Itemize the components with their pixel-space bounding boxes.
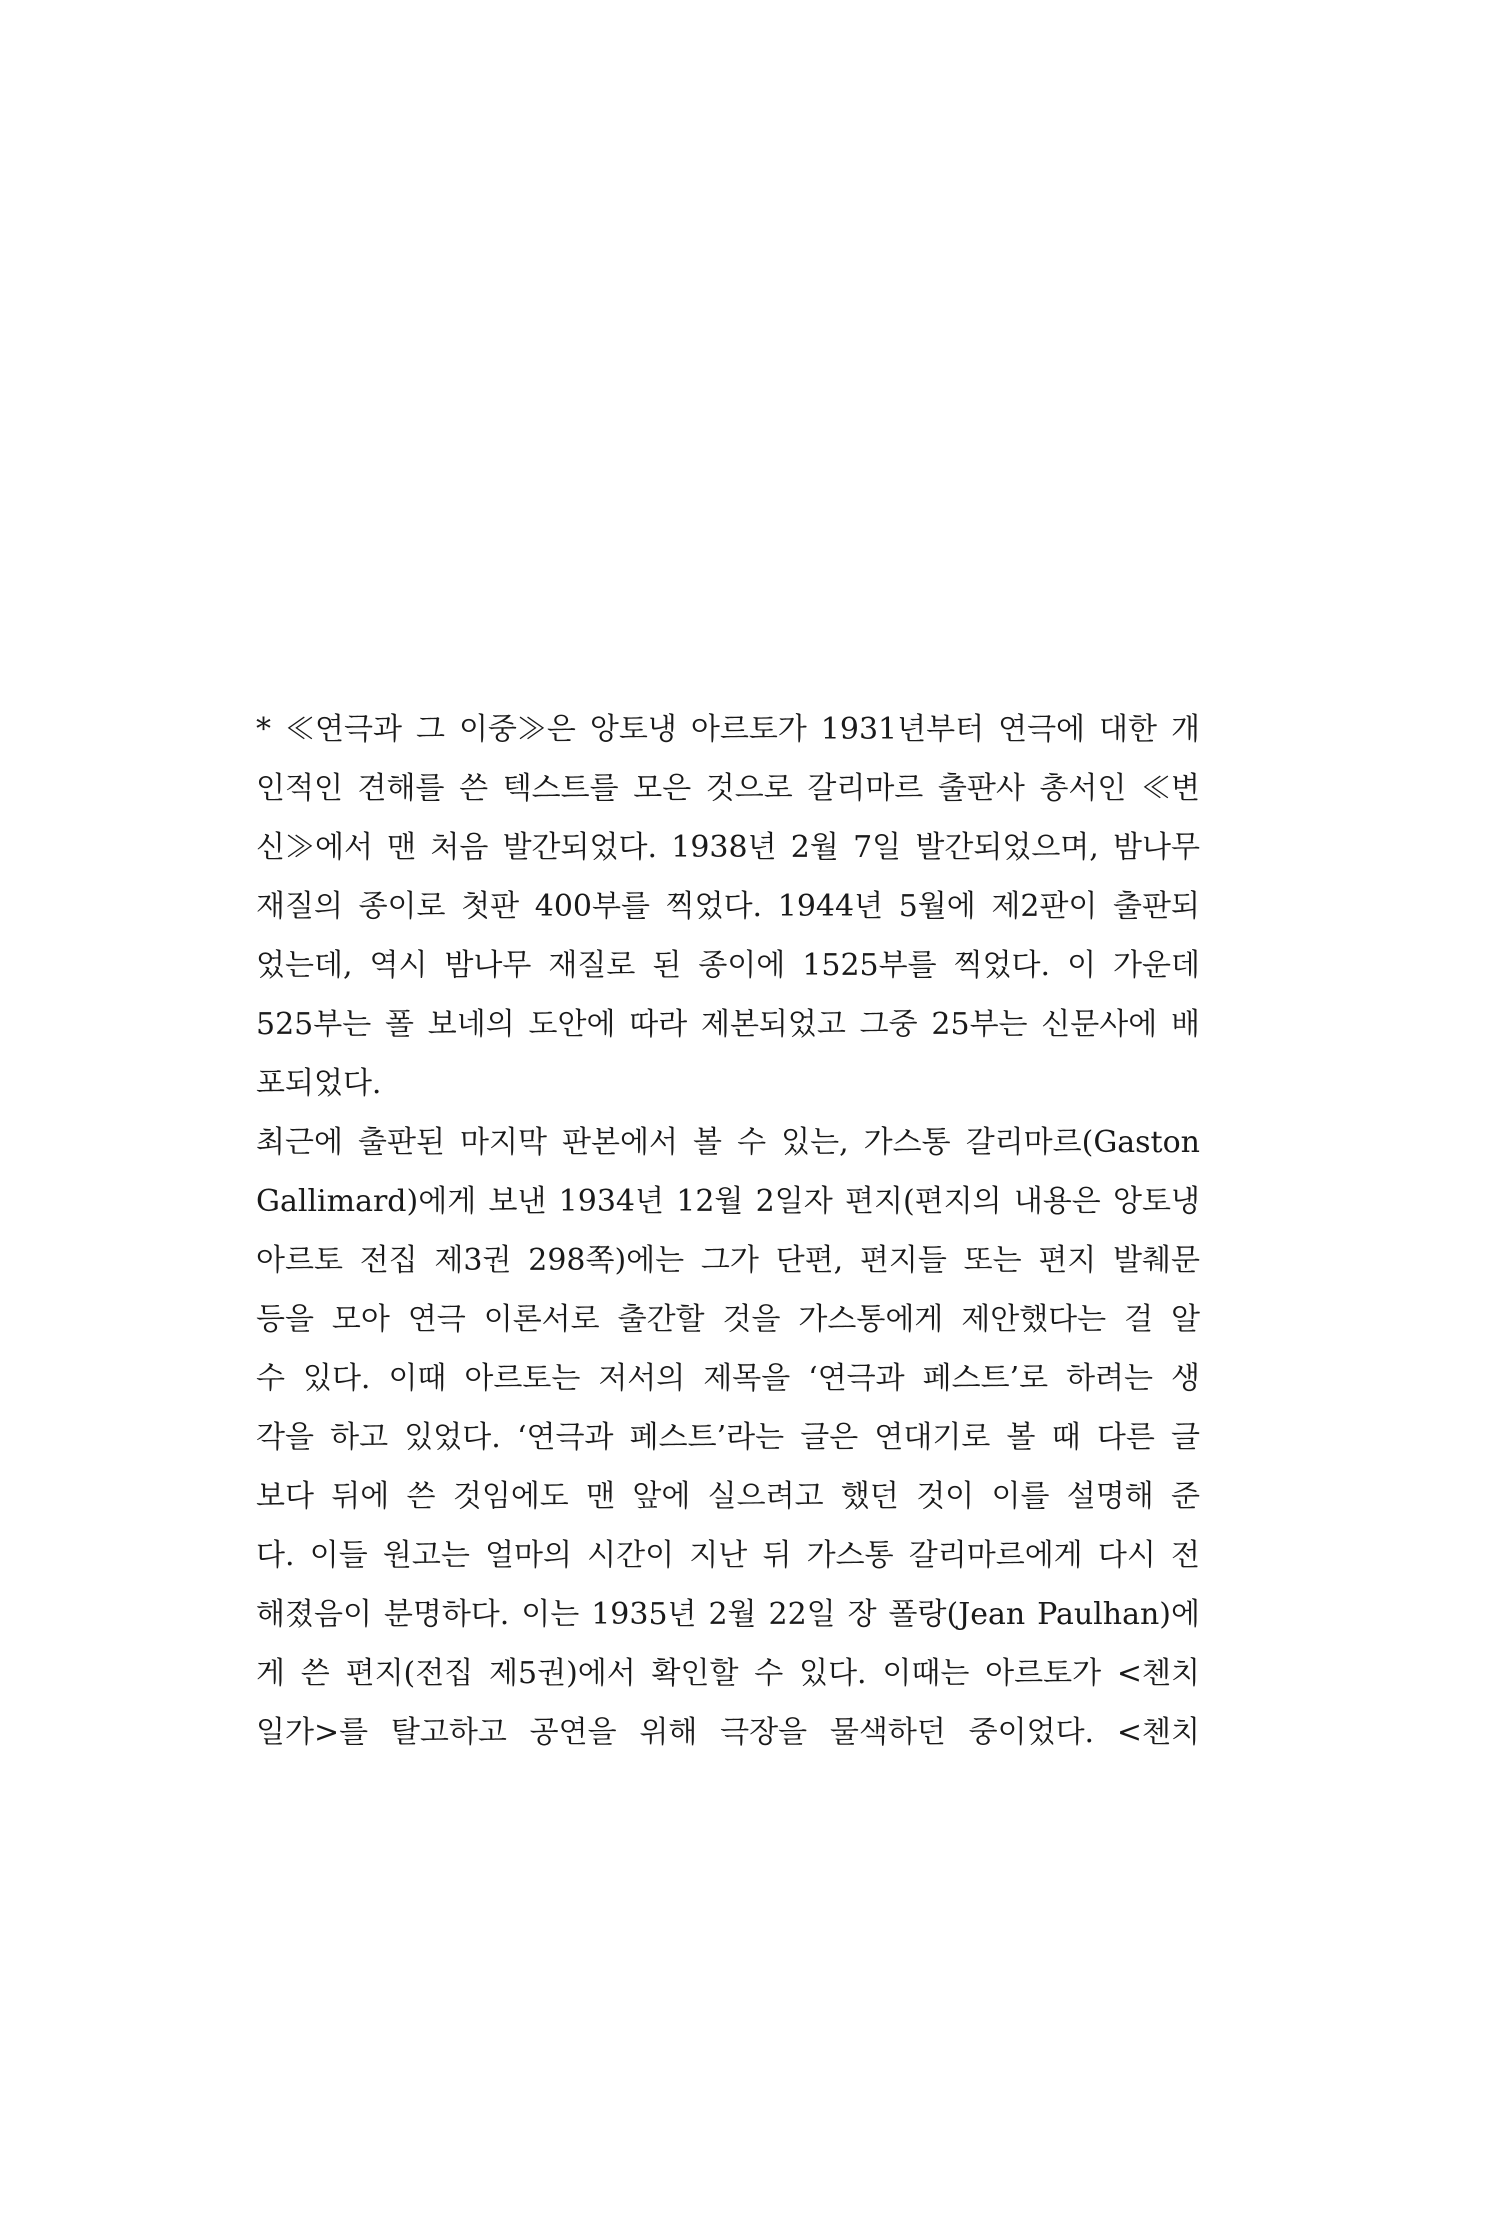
text-line: 각을 하고 있었다. ‘연극과 페스트’라는 글은 연대기로 볼 때 다른 글	[256, 1420, 1200, 1455]
text-line: 일가>를 탈고하고 공연을 위해 극장을 물색하던 중이었다. <첸치	[256, 1715, 1200, 1750]
text-line: 해졌음이 분명하다. 이는 1935년 2월 22일 장 폴랑(Jean Paulhan)에	[256, 1597, 1200, 1632]
text-line: 다. 이들 원고는 얼마의 시간이 지난 뒤 가스통 갈리마르에게 다시 전	[256, 1538, 1200, 1573]
text-line: 보다 뒤에 쓴 것임에도 맨 앞에 실으려고 했던 것이 이를 설명해 준	[256, 1479, 1200, 1514]
body-paragraph	[256, 1113, 1200, 1762]
document-page	[256, 700, 1200, 1762]
text-line: 인적인 견해를 쓴 텍스트를 모은 것으로 갈리마르 출판사 총서인 ≪변	[256, 771, 1200, 806]
text-line: 525부는 폴 보네의 도안에 따라 제본되었고 그중 25부는 신문사에 배	[256, 1007, 1200, 1042]
text-line: 등을 모아 연극 이론서로 출간할 것을 가스통에게 제안했다는 걸 알	[256, 1302, 1200, 1337]
text-line: 수 있다. 이때 아르토는 저서의 제목을 ‘연극과 페스트’로 하려는 생	[256, 1361, 1200, 1396]
text-line: 재질의 종이로 첫판 400부를 찍었다. 1944년 5월에 제2판이 출판되	[256, 889, 1200, 924]
text-line: * ≪연극과 그 이중≫은 앙토냉 아르토가 1931년부터 연극에 대한 개	[256, 712, 1200, 747]
text-line: 포되었다.	[256, 1066, 382, 1101]
text-line: 었는데, 역시 밤나무 재질로 된 종이에 1525부를 찍었다. 이 가운데	[256, 948, 1200, 983]
text-line: 최근에 출판된 마지막 판본에서 볼 수 있는, 가스통 갈리마르(Gaston	[256, 1125, 1200, 1160]
footnote-paragraph	[256, 700, 1200, 1113]
text-line: 아르토 전집 제3권 298쪽)에는 그가 단편, 편지들 또는 편지 발췌문	[256, 1243, 1200, 1278]
text-line: 게 쓴 편지(전집 제5권)에서 확인할 수 있다. 이때는 아르토가 <첸치	[256, 1656, 1200, 1691]
text-line: Gallimard)에게 보낸 1934년 12월 2일자 편지(편지의 내용은 앙토냉	[256, 1184, 1200, 1219]
text-line: 신≫에서 맨 처음 발간되었다. 1938년 2월 7일 발간되었으며, 밤나무	[256, 830, 1200, 865]
